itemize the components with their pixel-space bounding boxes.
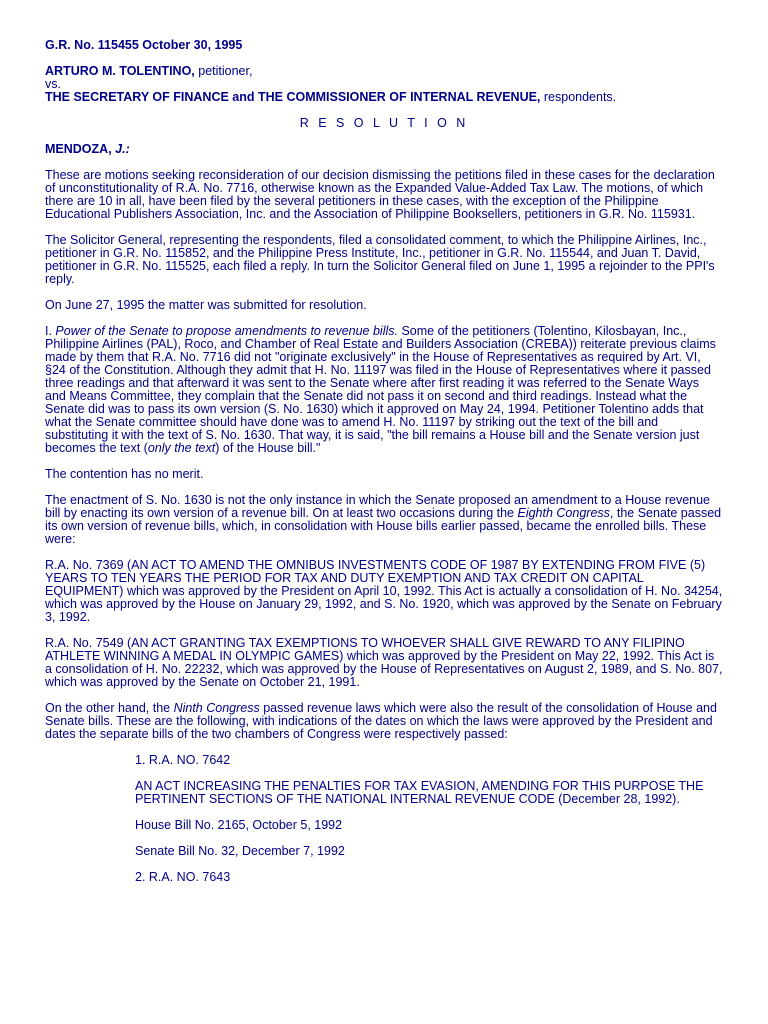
paragraph-9 [45,702,723,741]
p6-suffix: , the Senate passed its own version of revenue bills, which, in consolidation with House bills earlier passed, became the enrolled bills. These were: [45,506,722,546]
paragraph-7: R.A. No. 7369 (AN ACT TO AMEND THE OMNIBUS INVESTMENTS CODE OF 1987 BY EXTENDING FROM FIVE (5) YEARS TO TEN YEARS THE PERIOD FOR TAX AND DUTY EXEMPTION AND TAX CREDIT ON CAPITAL EQUIPMENT) which was approved by the President on April 10, 1992. This Act is actually a consolidation of H. No. 34254, which was approved by the House on January 29, 1992, and S. No. 1920, which was approved by the Senate on February 3, 1992. [45,558,723,624]
list-item-1-title: 1. R.A. NO. 7642 [135,753,231,767]
p9-prefix: On the other hand, the [45,701,174,715]
p4-prefix: I. [45,324,56,338]
list-item-2-title: 2. R.A. NO. 7643 [135,870,231,884]
author-line [45,143,723,156]
author-title: J.: [115,142,130,156]
p4-text: Some of the petitioners (Tolentino, Kilosbayan, Inc., Philippine Airlines (PAL), Roco, and Chamber of Real Estate and Builders Association (CREBA)) reiterate previous claims made by them that R.A. No. 7716 did not "originate exclusively" in the House of Representatives as required by Art. VI, §24 of the Constitution. Although they admit that H. No. 11197 was filed in the House of Representatives where it passed three readings and that afterward it was sent to the Senate where after first reading it was referred to the Senate Ways and Means Committee, they complain that the Senate did not pass it on second and third readings. Instead what the Senate did was to pass its own version (S. No. 1630) which it approved on May 24, 1994. Petitioner Tolentino adds that what the Senate committee should have done was to amend H. No. 11197 by striking out the text of the bill and substituting it with the text of S. No. 1630. That way, it is said, "the bill remains a House bill and the Senate version just becomes the text ( [45,324,716,455]
case-number: G.R. No. 115455 October 30, 1995 [45,38,243,52]
p4-italic-2: only the text [147,441,216,455]
author-name: MENDOZA, [45,142,116,156]
paragraph-2: The Solicitor General, representing the respondents, filed a consolidated comment, to which the Philippine Airlines, Inc., petitioner in G.R. No. 115852, and the Philippine Press Institute, Inc., petitioner in G.R. No. 115544, and Juan T. David, petitioner in G.R. No. 115525, each filed a reply. In turn the Solicitor General filed on June 1, 1995 a rejoinder to the PPI's reply. [45,233,715,286]
parties-block [45,65,723,104]
p9-italic: Ninth Congress [173,701,260,715]
p4-italic: Power of the Senate to propose amendments to revenue bills. [55,324,398,338]
list-item-1-description: AN ACT INCREASING THE PENALTIES FOR TAX EVASION, AMENDING FOR THIS PURPOSE THE PERTINENT SECTIONS OF THE NATIONAL INTERNAL REVENUE CODE (December 28, 1992). [135,779,704,806]
document-page [45,39,723,884]
p6-italic: Eighth Congress [517,506,610,520]
revenue-laws-list [45,754,723,884]
respondents-name: THE SECRETARY OF FINANCE and THE COMMISSIONER OF INTERNAL REVENUE, [45,90,541,104]
p6-text: The enactment of S. No. 1630 is not the only instance in which the Senate proposed an amendment to a House revenue bill by enacting its own version of a revenue bill. On at least two occasions during the [45,493,711,520]
resolution-heading: R E S O L U T I O N [299,116,469,130]
p4-suffix: ) of the House bill." [215,441,321,455]
versus-label: vs. [45,77,61,91]
petitioner-name: ARTURO M. TOLENTINO, [45,64,195,78]
paragraph-3: On June 27, 1995 the matter was submitted for resolution. [45,298,367,312]
p9-text: passed revenue laws which were also the result of the consolidation of House and Senate bills. These are the following, with indications of the dates on which the laws were approved by the President and dates the separate bills of the two chambers of Congress were respectively passed: [45,701,717,741]
paragraph-4 [45,325,723,455]
list-item-1-senate-bill: Senate Bill No. 32, December 7, 1992 [135,844,345,858]
paragraph-1: These are motions seeking reconsideration of our decision dismissing the petitions filed in these cases for the declaration of unconstitutionality of R.A. No. 7716, otherwise known as the Expanded Value-Added Tax Law. The motions, of which there are 10 in all, have been filed by the several petitioners in these cases, with the exception of the Philippine Educational Publishers Association, Inc. and the Association of Philippine Booksellers, petitioners in G.R. No. 115931. [45,168,715,221]
paragraph-5: The contention has no merit. [45,467,204,481]
respondents-role: respondents. [540,90,617,104]
list-item-1-house-bill: House Bill No. 2165, October 5, 1992 [135,818,343,832]
paragraph-6 [45,494,723,546]
paragraph-8: R.A. No. 7549 (AN ACT GRANTING TAX EXEMPTIONS TO WHOEVER SHALL GIVE REWARD TO ANY FILIPINO ATHLETE WINNING A MEDAL IN OLYMPIC GAMES) which was approved by the President on May 22, 1992. This Act is a consolidation of H. No. 22232, which was approved by the House of Representatives on August 2, 1989, and S. No. 807, which was approved by the Senate on October 21, 1991. [45,636,723,689]
petitioner-role: petitioner, [194,64,253,78]
